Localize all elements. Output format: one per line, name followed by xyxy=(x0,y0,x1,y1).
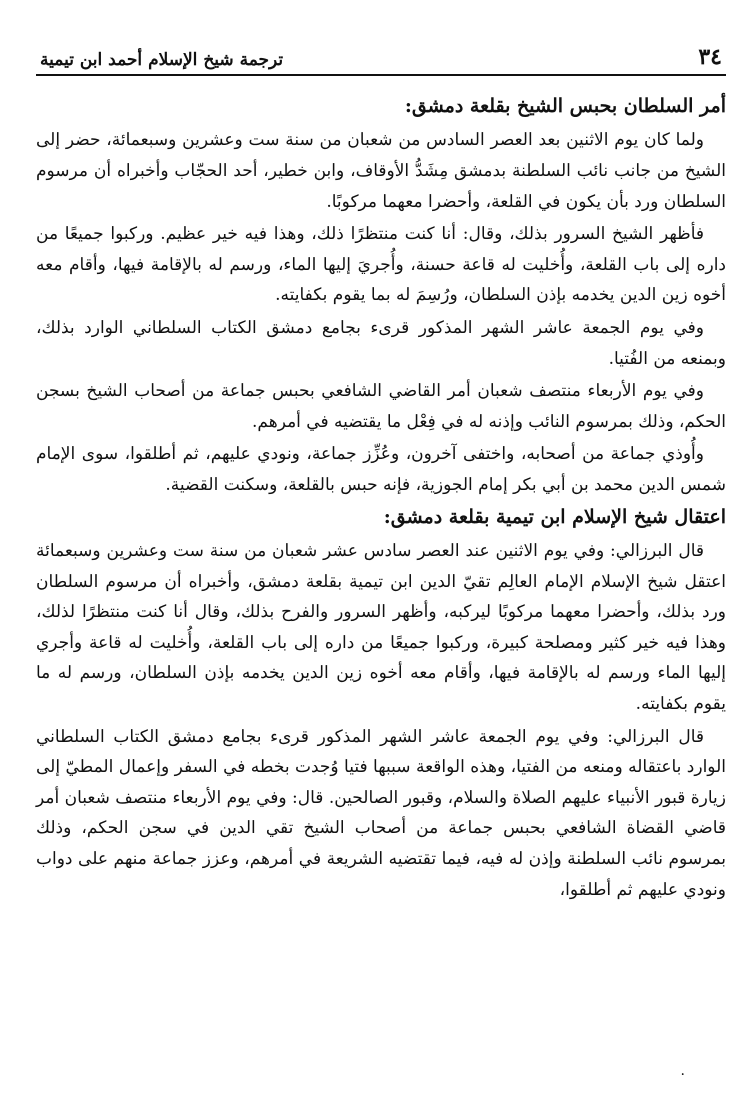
paragraph: فأظهر الشيخ السرور بذلك، وقال: أنا كنت منتظرًا ذلك، وهذا فيه خير عظيم. وركبوا جميعًا من داره إلى باب القلعة، وأُخليت له قاعة حسنة، وأُجريَ إليها الماء، ورسم له بالإقامة فيها، وأقام معه أخوه زين الدين يخدمه بإذن السلطان، ورُسِمَ له بما يقوم بكفايته. xyxy=(36,224,726,306)
page-content xyxy=(36,76,726,905)
footer-mark: . xyxy=(680,1063,685,1079)
book-page xyxy=(36,30,726,907)
book-title: ترجمة شيخ الإسلام أحمد ابن تيمية xyxy=(40,50,284,70)
paragraph: وأُوذي جماعة من أصحابه، واختفى آخرون، وعُزِّز جماعة، ونودي عليهم، ثم أطلقوا، سوى الإمام شمس الدين محمد بن أبي بكر إمام الجوزية، فإنه حبس بالقلعة، وسكنت القضية. xyxy=(36,444,726,495)
section-sultan-order xyxy=(36,92,726,501)
paragraph: وفي يوم الجمعة عاشر الشهر المذكور قرىء بجامع دمشق الكتاب السلطاني الوارد بذلك، وبمنعه من الفُتيا. xyxy=(36,318,726,369)
paragraph: قال البرزالي: وفي يوم الاثنين عند العصر سادس عشر شعبان من سنة ست وعشرين وسبعمائة اعتقل شيخ الإسلام الإمام العالِم تقيّ الدين ابن تيمية بقلعة دمشق، وأخبراه أن مرسوم السلطان ورد بذلك، وأحضرا معهما مركوبًا ليركبه، وأظهر السرور والفرح بذلك، وقال أنا كنت منتظرًا لذلك، وهذا فيه خير كثير ومصلحة كبيرة، وركبوا جميعًا من داره إلى باب القلعة، وأُخليت له قاعة وأجري إليها الماء ورسم له بالإقامة فيها، وأقام معه أخوه زين الدين يخدمه بإذن السلطان، ورسم له ما يقوم بكفايته. xyxy=(36,541,726,714)
section-heading: أمر السلطان بحبس الشيخ بقلعة دمشق: xyxy=(404,95,726,117)
paragraph: وفي يوم الأربعاء منتصف شعبان أمر القاضي الشافعي بحبس جماعة من أصحاب الشيخ بسجن الحكم، وذلك بمرسوم النائب وإذنه له في فِعْل ما يقتضيه في أمرهم. xyxy=(36,381,726,432)
section-imprisonment xyxy=(36,503,726,906)
page-number: ٣٤ xyxy=(698,44,722,70)
section-heading: اعتقال شيخ الإسلام ابن تيمية بقلعة دمشق: xyxy=(383,505,726,528)
running-header xyxy=(36,30,726,76)
paragraph: ولما كان يوم الاثنين بعد العصر السادس من شعبان من سنة ست وعشرين وسبعمائة، حضر إلى الشيخ من جانب نائب السلطنة بدمشق مِشَدُّ الأوقاف، وابن خطير، أحد الحجّاب وأخبراه أن مرسوم السلطان ورد بأن يكون في القلعة، وأحضرا معهما مركوبًا. xyxy=(36,130,726,212)
paragraph: قال البرزالي: وفي يوم الجمعة عاشر الشهر المذكور قرىء بجامع دمشق الكتاب السلطاني الوارد باعتقاله ومنعه من الفتيا، وهذه الواقعة سببها فتيا وُجدت بخطه في السفر وإعمال المطيّ إلى زيارة قبور الأنبياء عليهم الصلاة والسلام، وقبور الصالحين. قال: وفي يوم الأربعاء منتصف شعبان أمر قاضي القضاة الشافعي بحبس جماعة من أصحاب الشيخ تقي الدين في سجن الحكم، وذلك بمرسوم نائب السلطنة وإذن له فيه، فيما تقتضيه الشريعة في أمرهم، وعزز جماعة منهم على دواب ونودي عليهم ثم أطلقوا، xyxy=(36,726,726,900)
